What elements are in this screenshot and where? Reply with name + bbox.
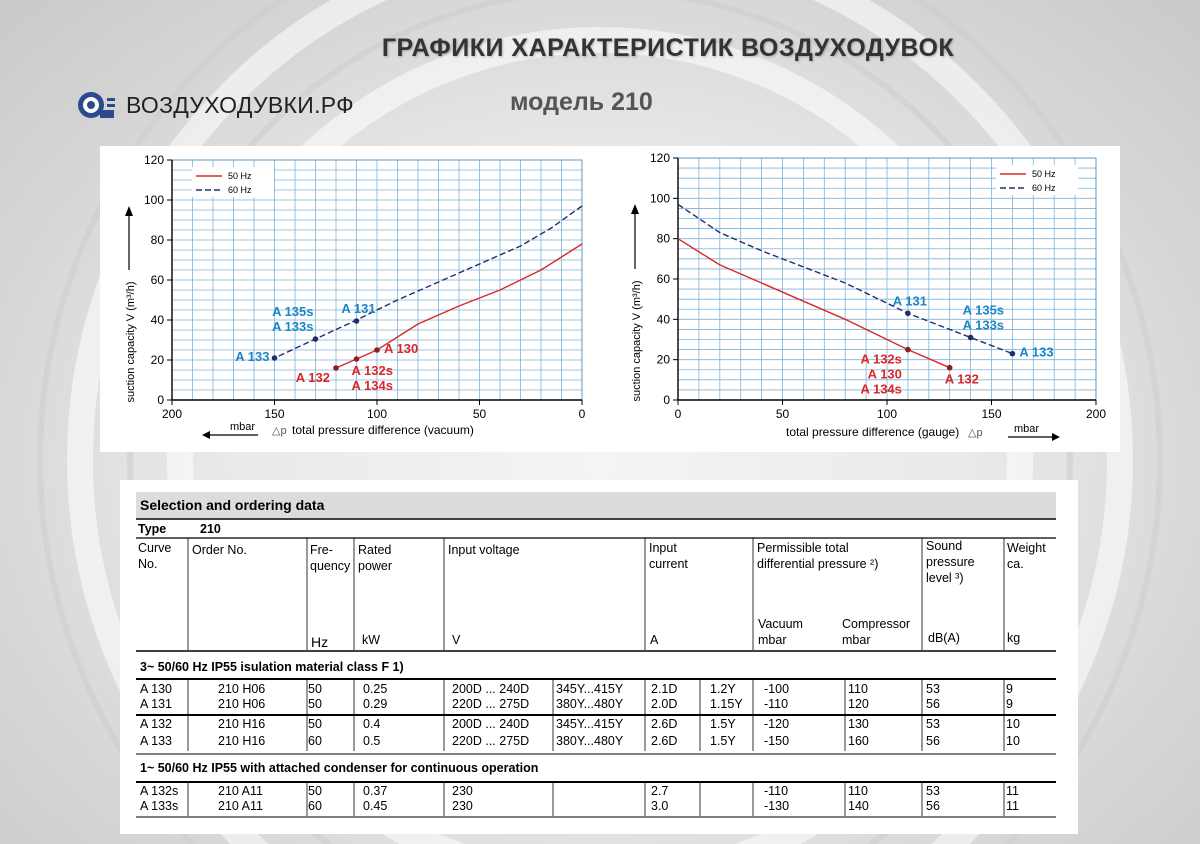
header-pressure <box>757 541 878 571</box>
table-cell: 345Y...415Y <box>556 717 624 731</box>
data-label-line: A 133s <box>272 319 314 334</box>
table-cell: 50 <box>308 784 322 798</box>
y-axis-label: suction capacity V (m³/h) <box>125 281 137 403</box>
data-label-line: A 134s <box>860 381 902 397</box>
header-weight <box>1007 541 1046 571</box>
table-cell: -110 <box>764 697 789 711</box>
table-cell: 0.25 <box>363 682 388 696</box>
data-point <box>333 365 339 371</box>
table-cell: -110 <box>764 784 789 798</box>
header-weight-line: ca. <box>1007 557 1024 571</box>
table-title: Selection and ordering data <box>140 497 325 513</box>
data-label-line: A 132 <box>295 370 330 385</box>
data-label <box>341 301 375 316</box>
selection-table-panel <box>120 480 1078 834</box>
model-label: модель 210 <box>510 88 653 116</box>
table-cell: 210 H16 <box>218 734 266 748</box>
header-current <box>649 541 688 571</box>
y-tick-label: 60 <box>656 272 670 286</box>
y-axis-arrow-head <box>631 204 639 214</box>
table-cell: 2.7 <box>651 784 669 798</box>
table-cell: 210 H06 <box>218 697 266 711</box>
table-cell: 210 H06 <box>218 682 266 696</box>
table-cell: 220D ... 275D <box>452 734 530 748</box>
x-tick-label: 150 <box>264 407 285 421</box>
header-curve-line: No. <box>138 557 158 571</box>
table-cell: 56 <box>926 734 940 748</box>
legend-label-60hz: 60 Hz <box>228 185 252 195</box>
legend-label-50hz: 50 Hz <box>228 171 252 181</box>
table-cell: A 130 <box>140 682 172 696</box>
table-cell: 2.1D <box>651 682 678 696</box>
y-axis-arrow-head <box>125 206 133 216</box>
table-cell: 1.2Y <box>710 682 736 696</box>
table-cell: 380Y...480Y <box>556 734 624 748</box>
x-tick-label: 100 <box>366 407 388 421</box>
x-tick-label: 200 <box>161 407 183 421</box>
chart-gauge-panel <box>606 146 1120 452</box>
header-pressure-line: Permissible total <box>757 541 849 555</box>
y-tick-label: 60 <box>150 273 164 287</box>
page-title: ГРАФИКИ ХАРАКТЕРИСТИК ВОЗДУХОДУВОК <box>381 34 955 62</box>
table-cell: 110 <box>848 682 868 696</box>
site-name: ВОЗДУХОДУВКИ.РФ <box>126 91 354 118</box>
header-compressor <box>842 617 910 647</box>
data-label <box>235 349 269 364</box>
table-cell: 345Y...415Y <box>556 682 624 696</box>
table-cell: 50 <box>308 682 322 696</box>
y-tick-label: 0 <box>663 393 670 407</box>
site-logo[interactable] <box>76 90 354 120</box>
header-power-line: power <box>358 559 393 573</box>
table-cell: 380Y...480Y <box>556 697 624 711</box>
table-cell: 120 <box>848 697 869 711</box>
data-point <box>354 356 360 362</box>
y-tick-label: 80 <box>656 231 670 246</box>
data-label-line: A 132s <box>860 351 902 367</box>
chart-vacuum <box>100 146 606 452</box>
y-axis-label: suction capacity V (m³/h) <box>631 280 643 402</box>
header-order-line: Order No. <box>192 543 247 557</box>
x-tick-label: 100 <box>876 407 898 421</box>
header-voltage <box>448 543 520 557</box>
unit-arrow-head <box>1052 433 1060 441</box>
unit-label: mbar <box>1014 423 1040 435</box>
data-label <box>893 293 927 308</box>
type-label: Type <box>138 522 167 536</box>
selection-table <box>120 480 1078 834</box>
type-value: 210 <box>200 522 221 536</box>
chart-gauge <box>606 146 1120 452</box>
header-power-unit: kW <box>362 633 381 647</box>
table-cell: 11 <box>1006 784 1019 798</box>
header-sound-unit: dB(A) <box>928 631 960 645</box>
y-tick-label: 0 <box>157 393 164 407</box>
delta-p-symbol: △p <box>968 427 983 439</box>
table-cell: A 132s <box>140 784 179 798</box>
table-cell: 10 <box>1006 717 1020 731</box>
y-tick-label: 120 <box>649 151 670 165</box>
y-tick-label: 40 <box>656 312 670 327</box>
section-2-title: 1~ 50/60 Hz IP55 with attached condenser for continuous operation <box>140 761 539 775</box>
table-cell: 50 <box>308 697 322 711</box>
header-order <box>192 543 247 557</box>
blower-logo-icon <box>76 90 118 120</box>
header-weight-unit: kg <box>1007 631 1021 645</box>
header-weight-line: Weight <box>1007 541 1046 555</box>
x-axis-label: total pressure difference (vacuum) <box>292 423 474 437</box>
header-frequency <box>310 543 351 573</box>
table-cell: 1.5Y <box>710 717 736 731</box>
data-label <box>860 352 901 397</box>
header-sound-line: Sound <box>926 539 963 553</box>
table-cell: 2.0D <box>651 697 678 711</box>
data-label <box>272 304 313 334</box>
header-current-unit: A <box>650 633 659 647</box>
data-label-line: A 131 <box>892 293 928 309</box>
header-frequency-unit: Hz <box>311 634 329 650</box>
table-cell: 210 H16 <box>218 717 266 731</box>
table-cell: 220D ... 275D <box>452 697 530 711</box>
legend-label-50hz: 50 Hz <box>1032 169 1056 179</box>
data-label-line: A 135s <box>272 304 314 319</box>
header-sound <box>926 539 975 585</box>
header-sound-line: pressure <box>926 555 975 569</box>
header-power-line: Rated <box>358 543 392 557</box>
table-cell: A 133s <box>140 799 179 813</box>
header-frequency-line: Fre- <box>310 543 333 557</box>
table-cell: 200D ... 240D <box>452 682 530 696</box>
data-label <box>352 363 393 393</box>
x-tick-label: 150 <box>981 407 1002 421</box>
table-cell: A 133 <box>140 734 172 748</box>
header-voltage-unit: V <box>452 633 461 647</box>
x-tick-label: 0 <box>578 407 586 421</box>
table-cell: 60 <box>308 799 322 813</box>
data-point <box>968 335 974 341</box>
data-label <box>963 302 1004 332</box>
chart-vacuum-panel <box>100 146 606 452</box>
series-line-60hz <box>275 206 583 358</box>
y-tick-label: 40 <box>150 313 164 327</box>
data-point <box>272 355 278 361</box>
data-point <box>354 318 360 324</box>
table-cell: A 132 <box>140 717 172 731</box>
header-current-line: Input <box>649 541 677 555</box>
table-cell: 10 <box>1006 734 1020 748</box>
unit-arrow-head <box>202 431 210 439</box>
table-cell: -120 <box>764 717 790 731</box>
data-label <box>296 370 330 385</box>
x-axis-label: total pressure difference (gauge) <box>786 425 960 439</box>
data-label-line: A 133 <box>1019 344 1054 360</box>
data-label-line: A 133s <box>962 317 1005 333</box>
table-cell: 56 <box>926 799 940 813</box>
data-label-line: A 130 <box>867 366 902 382</box>
y-tick-label: 100 <box>649 191 670 206</box>
table-cell: 140 <box>848 799 869 813</box>
table-cell: -150 <box>764 734 790 748</box>
delta-p-symbol: △p <box>272 425 287 437</box>
header-voltage-line: Input voltage <box>448 543 520 557</box>
table-cell: 110 <box>848 784 868 798</box>
data-label-line: A 130 <box>384 341 419 356</box>
table-cell: 210 A11 <box>218 799 263 813</box>
table-cell: 160 <box>848 734 869 748</box>
y-tick-label: 20 <box>150 353 164 367</box>
y-tick-label: 80 <box>150 233 164 247</box>
data-label-line: A 132s <box>351 363 393 378</box>
table-cell: 230 <box>452 799 473 813</box>
x-tick-label: 0 <box>674 407 682 421</box>
header-curve-line: Curve <box>138 541 172 555</box>
header-compressor-line: mbar <box>842 633 871 647</box>
x-tick-label: 50 <box>472 407 487 421</box>
table-cell: 50 <box>308 717 322 731</box>
data-label-line: A 133 <box>235 349 270 364</box>
header-compressor-line: Compressor <box>842 617 911 631</box>
table-cell: 130 <box>848 717 869 731</box>
header-sound-line: level ³) <box>926 571 964 585</box>
table-cell: 9 <box>1006 682 1013 696</box>
data-label-line: A 132 <box>944 371 979 387</box>
section-1-title: 3~ 50/60 Hz IP55 isulation material class F 1) <box>140 660 404 674</box>
data-label-line: A 135s <box>962 302 1005 318</box>
header-vacuum <box>758 617 803 647</box>
x-tick-label: 50 <box>775 407 790 421</box>
table-cell: 60 <box>308 734 322 748</box>
table-cell: 1.5Y <box>710 734 736 748</box>
table-cell: 2.6D <box>651 734 678 748</box>
table-cell: 1.15Y <box>710 697 743 711</box>
header-current-line: current <box>649 557 688 571</box>
header-frequency-line: quency <box>310 559 351 573</box>
data-point <box>374 347 380 353</box>
table-cell: 3.0 <box>651 799 669 813</box>
data-point <box>905 347 911 353</box>
table-cell: 230 <box>452 784 473 798</box>
y-tick-label: 120 <box>143 153 164 167</box>
table-cell: 210 A11 <box>218 784 263 798</box>
data-point <box>313 336 319 342</box>
table-cell: 53 <box>926 717 940 731</box>
y-tick-label: 20 <box>656 352 670 367</box>
y-tick-label: 100 <box>143 193 164 207</box>
data-label <box>1019 345 1053 360</box>
x-tick-label: 200 <box>1085 407 1107 421</box>
table-cell: 53 <box>926 784 940 798</box>
table-cell: 53 <box>926 682 940 696</box>
table-cell: 0.37 <box>363 784 388 798</box>
data-label <box>384 341 418 356</box>
data-label <box>945 372 979 387</box>
table-cell: 0.29 <box>363 697 388 711</box>
table-cell: 56 <box>926 697 940 711</box>
data-point <box>947 365 953 371</box>
header-pressure-line: differential pressure ²) <box>757 557 879 571</box>
data-label-line: A 131 <box>341 301 376 316</box>
table-cell: 2.6D <box>651 717 678 731</box>
header-curve <box>138 541 171 571</box>
table-cell: -100 <box>764 682 790 696</box>
table-cell: 0.45 <box>363 799 388 813</box>
data-point <box>1010 351 1016 357</box>
data-label-line: A 134s <box>351 378 393 393</box>
legend-label-60hz: 60 Hz <box>1032 183 1056 193</box>
header-vacuum-line: Vacuum <box>758 617 803 631</box>
table-cell: 9 <box>1006 697 1013 711</box>
data-point <box>905 310 911 316</box>
table-cell: 0.4 <box>363 717 381 731</box>
table-cell: 200D ... 240D <box>452 717 530 731</box>
header-vacuum-line: mbar <box>758 633 787 647</box>
header-power <box>358 543 392 573</box>
table-cell: A 131 <box>140 697 172 711</box>
table-cell: 11 <box>1006 799 1019 813</box>
table-cell: 0.5 <box>363 734 381 748</box>
unit-label: mbar <box>230 421 256 433</box>
table-cell: -130 <box>764 799 790 813</box>
